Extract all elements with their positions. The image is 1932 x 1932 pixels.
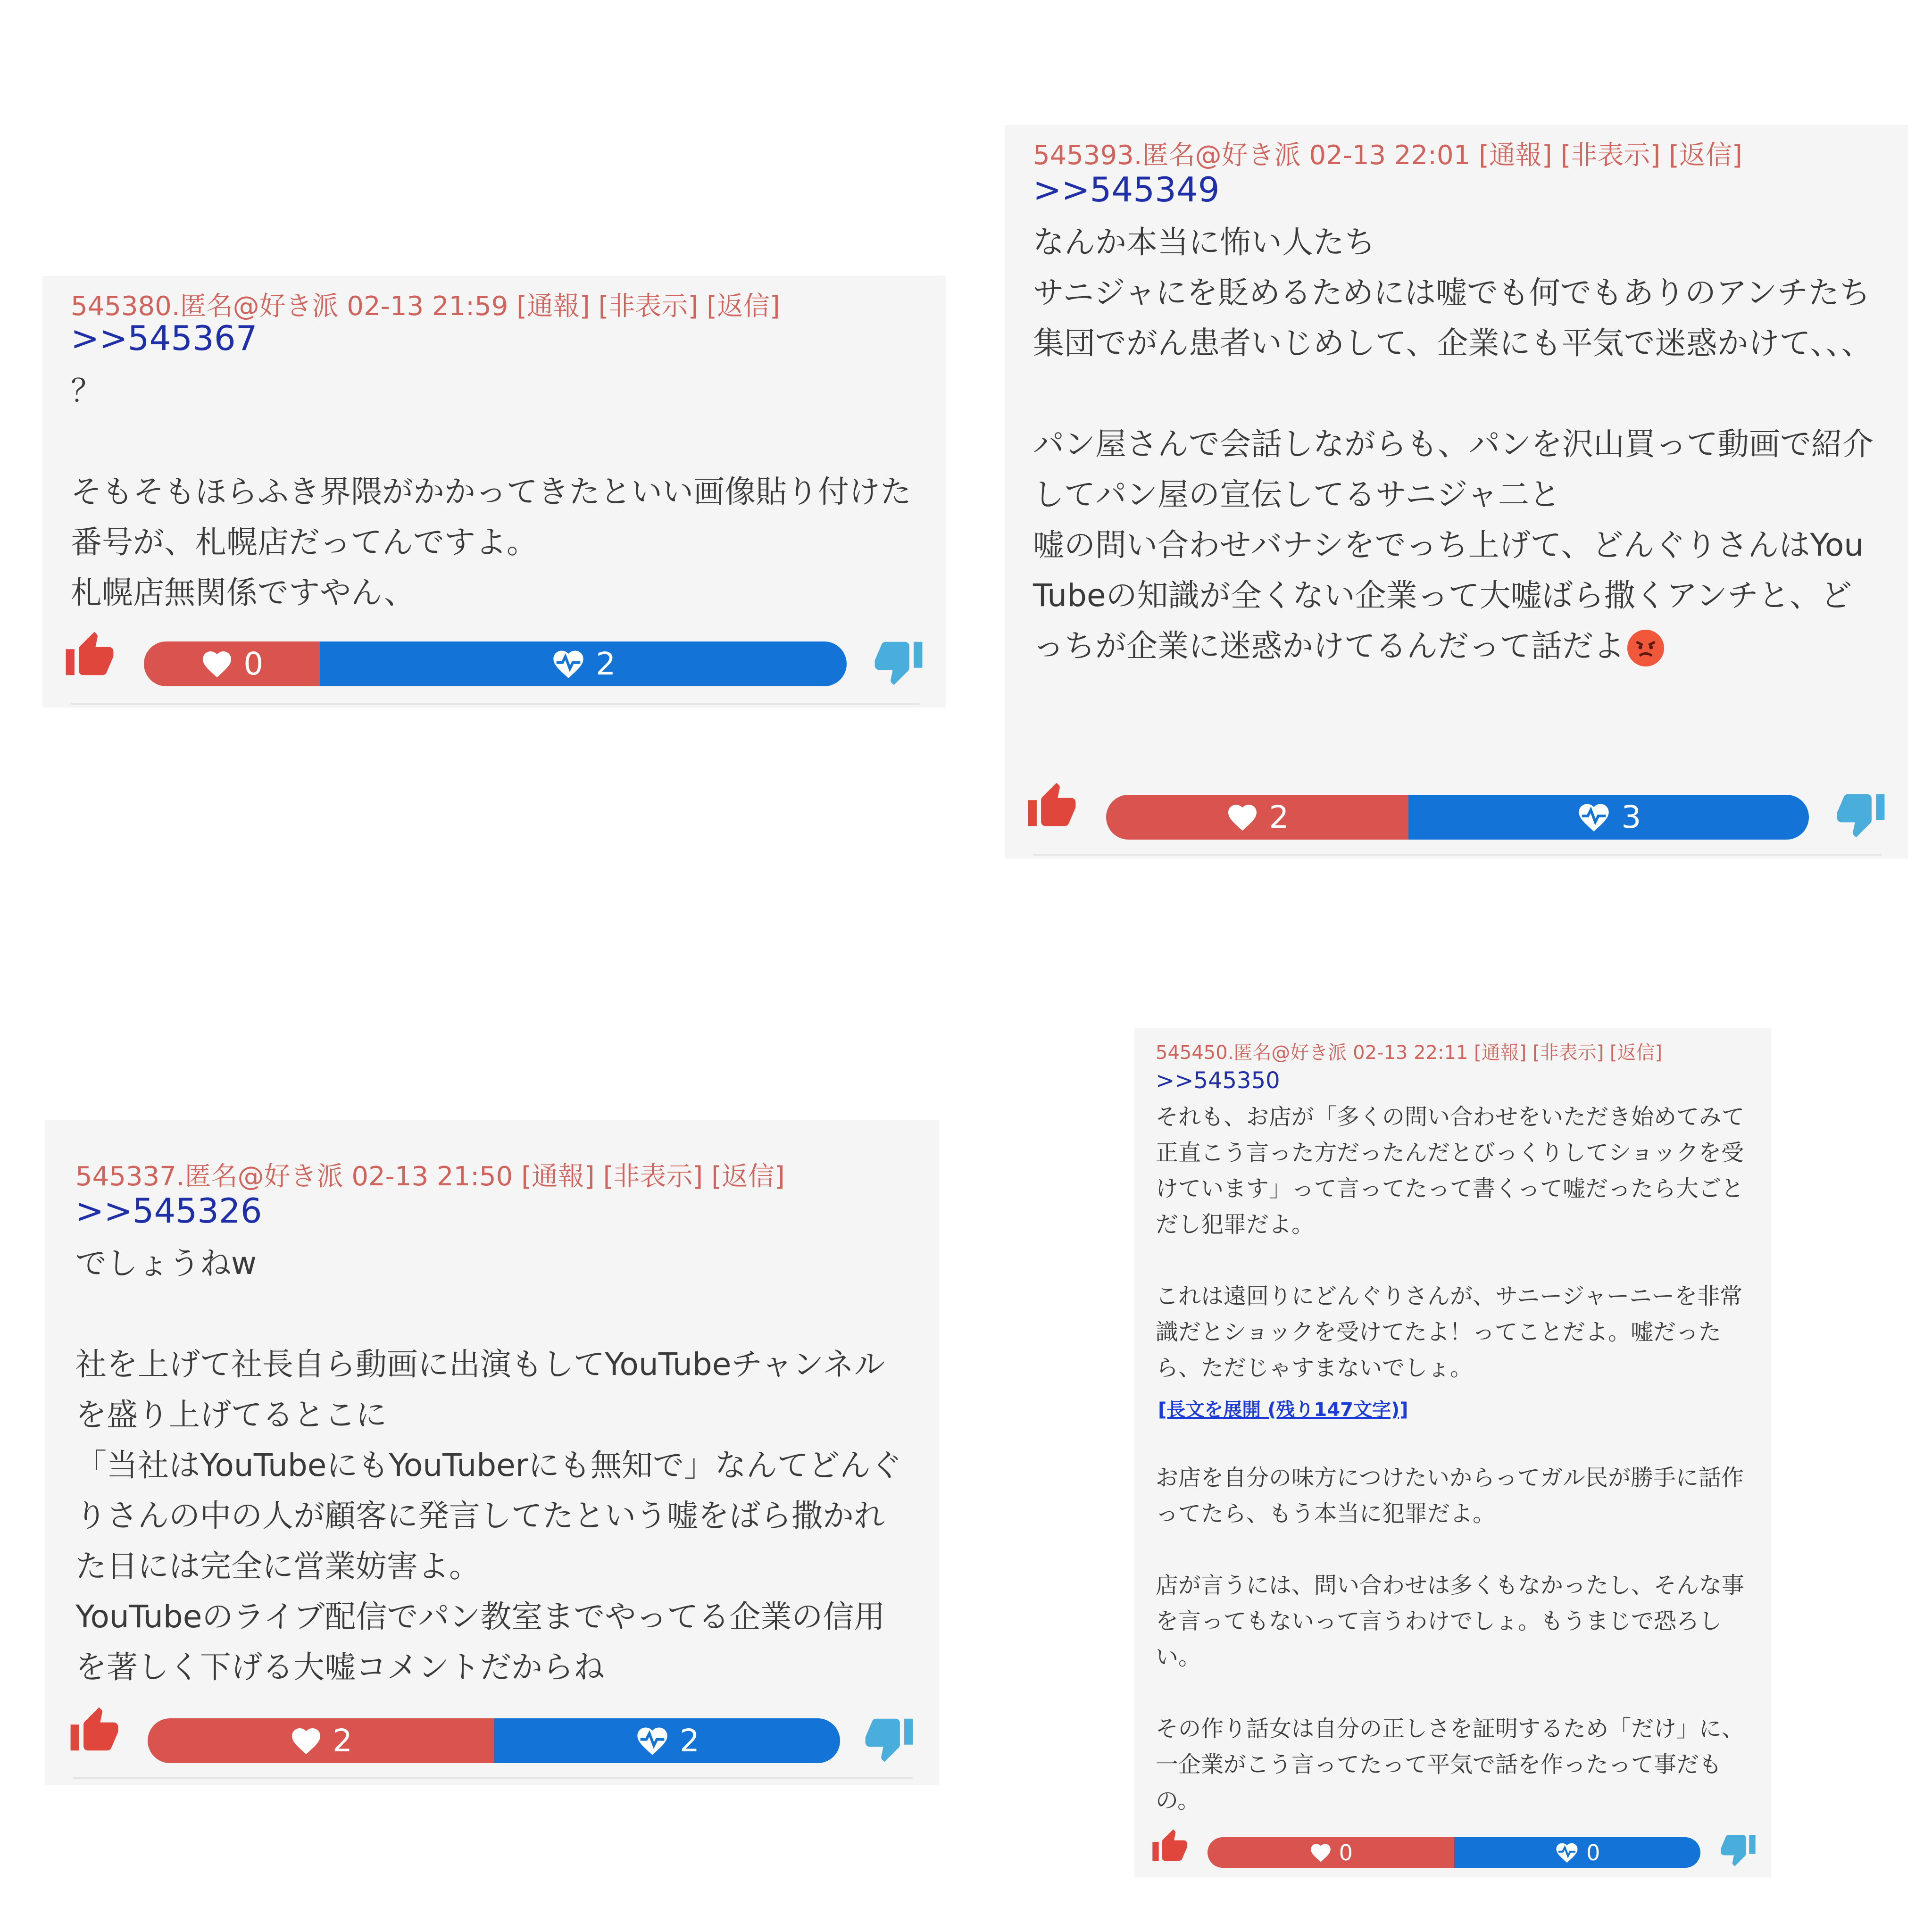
vote-bar <box>144 641 847 686</box>
expand-long-text-link[interactable]: [長文を展開 (残り147文字)] <box>1158 1399 1408 1421</box>
like-count: 0 <box>1339 1840 1353 1865</box>
post-body: それも、お店が「多くの問い合わせをいただき始めてみて正直こう言った方だったんだとびっくりしてショックを受けています」って言ってたって書くって嘘だったら大ごとだし犯罪だよ。 これは遠回りにどんぐりさんが、サニージャーニーを非常識だとショックを受けてたよ！ってことだよ。嘘だったら、ただじゃすまないでしょ。 <box>1156 1104 1745 1381</box>
reply-anchor-link[interactable]: >>545367 <box>71 318 258 358</box>
pulse-count: 0 <box>1586 1840 1600 1865</box>
post-body-continued: お店を自分の味方につけたいからってガル民が勝手に話作ってたら、もう本当に犯罪だよ。 店が言うには、問い合わせは多くもなかったし、そんな事を言ってもないって言うわけでしょ。もうまじで恐ろしい。 その作り話女は自分の正しさを証明するため「だけ」に、一企業がこう言ってたって平気で話を作ったって事だもの。 <box>1156 1465 1745 1814</box>
divider <box>73 1777 913 1779</box>
thumbs-up-icon[interactable] <box>68 1705 120 1757</box>
thumbs-down-icon[interactable] <box>873 635 924 687</box>
like-count: 2 <box>333 1723 352 1759</box>
heart-icon <box>1225 800 1259 834</box>
reply-anchor-link[interactable]: >>545349 <box>1033 170 1220 209</box>
like-count: 2 <box>1269 799 1289 835</box>
heart-icon <box>289 1724 323 1758</box>
divider <box>1033 854 1882 856</box>
like-count: 0 <box>243 646 264 682</box>
pulse-count: 2 <box>596 646 616 682</box>
comment-post <box>1005 125 1908 858</box>
vote-bar <box>1106 795 1809 840</box>
heart-vote-button[interactable] <box>1208 1837 1454 1868</box>
heart-pulse-vote-button[interactable] <box>494 1718 840 1763</box>
pulse-count: 2 <box>680 1723 700 1759</box>
post-body: なんか本当に怖い人たち サニジャにを貶めるためには嘘でも何でもありのアンチたち 集団でがん患者いじめして、企業にも平気で迷惑かけて、、、 パン屋さんで会話しながらも、パンを沢山買って動画で紹介してパン屋の宣伝してるサニジャ二と 嘘の問い合わせバナシをでっち上げて、どんぐりさんはYouTubeの知識が全くない企業って大嘘ばら撒くアンチと、どっちが企業に迷惑かけてるんだって話だよ <box>1033 224 1874 664</box>
thumbs-up-icon[interactable] <box>64 630 116 682</box>
divider <box>71 703 920 705</box>
vote-bar <box>1208 1837 1700 1868</box>
thumbs-down-icon[interactable] <box>1719 1830 1757 1868</box>
thumbs-up-icon[interactable] <box>1151 1828 1189 1865</box>
heart-pulse-icon <box>634 1723 670 1759</box>
thumbs-down-icon[interactable] <box>863 1712 915 1764</box>
pulse-count: 3 <box>1621 799 1641 835</box>
heart-pulse-vote-button[interactable] <box>1454 1837 1701 1868</box>
reply-anchor-link[interactable]: >>545350 <box>1156 1067 1280 1094</box>
comment-post <box>42 276 946 708</box>
heart-pulse-icon <box>1576 799 1612 835</box>
heart-pulse-icon <box>1554 1840 1580 1865</box>
post-body: でしょうねw 社を上げて社長自ら動画に出演もしてYouTubeチャンネルを盛り上げてるとこに 「当社はYouTubeにもYouTuberにも無知で」なんてどんぐりさんの中の人が顧客に発言してたという嘘をばら撒かれた日には完全に営業妨害よ。 YouTubeのライブ配信でパン教室までやってる企業の信用を著しく下げる大嘘コメントだからね <box>75 1245 902 1685</box>
heart-icon <box>200 647 234 681</box>
heart-pulse-icon <box>550 646 586 682</box>
vote-bar <box>148 1718 840 1763</box>
comment-post <box>45 1120 939 1785</box>
reply-anchor-link[interactable]: >>545326 <box>75 1191 262 1231</box>
heart-vote-button[interactable] <box>148 1718 494 1763</box>
post-meta: 545450.匿名@好き派 02-13 22:11 [通報] [非表示] [返信] <box>1156 1042 1663 1064</box>
heart-vote-button[interactable] <box>1106 795 1408 840</box>
heart-pulse-vote-button[interactable] <box>320 641 847 686</box>
thumbs-up-icon[interactable] <box>1026 781 1078 833</box>
heart-icon <box>1309 1841 1332 1865</box>
comment-post <box>1134 1028 1771 1877</box>
post-body: ？ そもそもほらふき界隈がかかってきたといい画像貼り付けた番号が、札幌店だってんですよ。 札幌店無関係ですやん、 <box>71 373 911 611</box>
post-meta: 545337.匿名@好き派 02-13 21:50 [通報] [非表示] [返信] <box>75 1161 785 1192</box>
post-meta: 545393.匿名@好き派 02-13 22:01 [通報] [非表示] [返信] <box>1033 140 1742 171</box>
angry-face-emoji <box>1627 630 1664 666</box>
thumbs-down-icon[interactable] <box>1835 788 1887 840</box>
heart-pulse-vote-button[interactable] <box>1408 795 1809 840</box>
heart-vote-button[interactable] <box>144 641 320 686</box>
post-meta: 545380.匿名@好き派 02-13 21:59 [通報] [非表示] [返信] <box>71 291 780 322</box>
